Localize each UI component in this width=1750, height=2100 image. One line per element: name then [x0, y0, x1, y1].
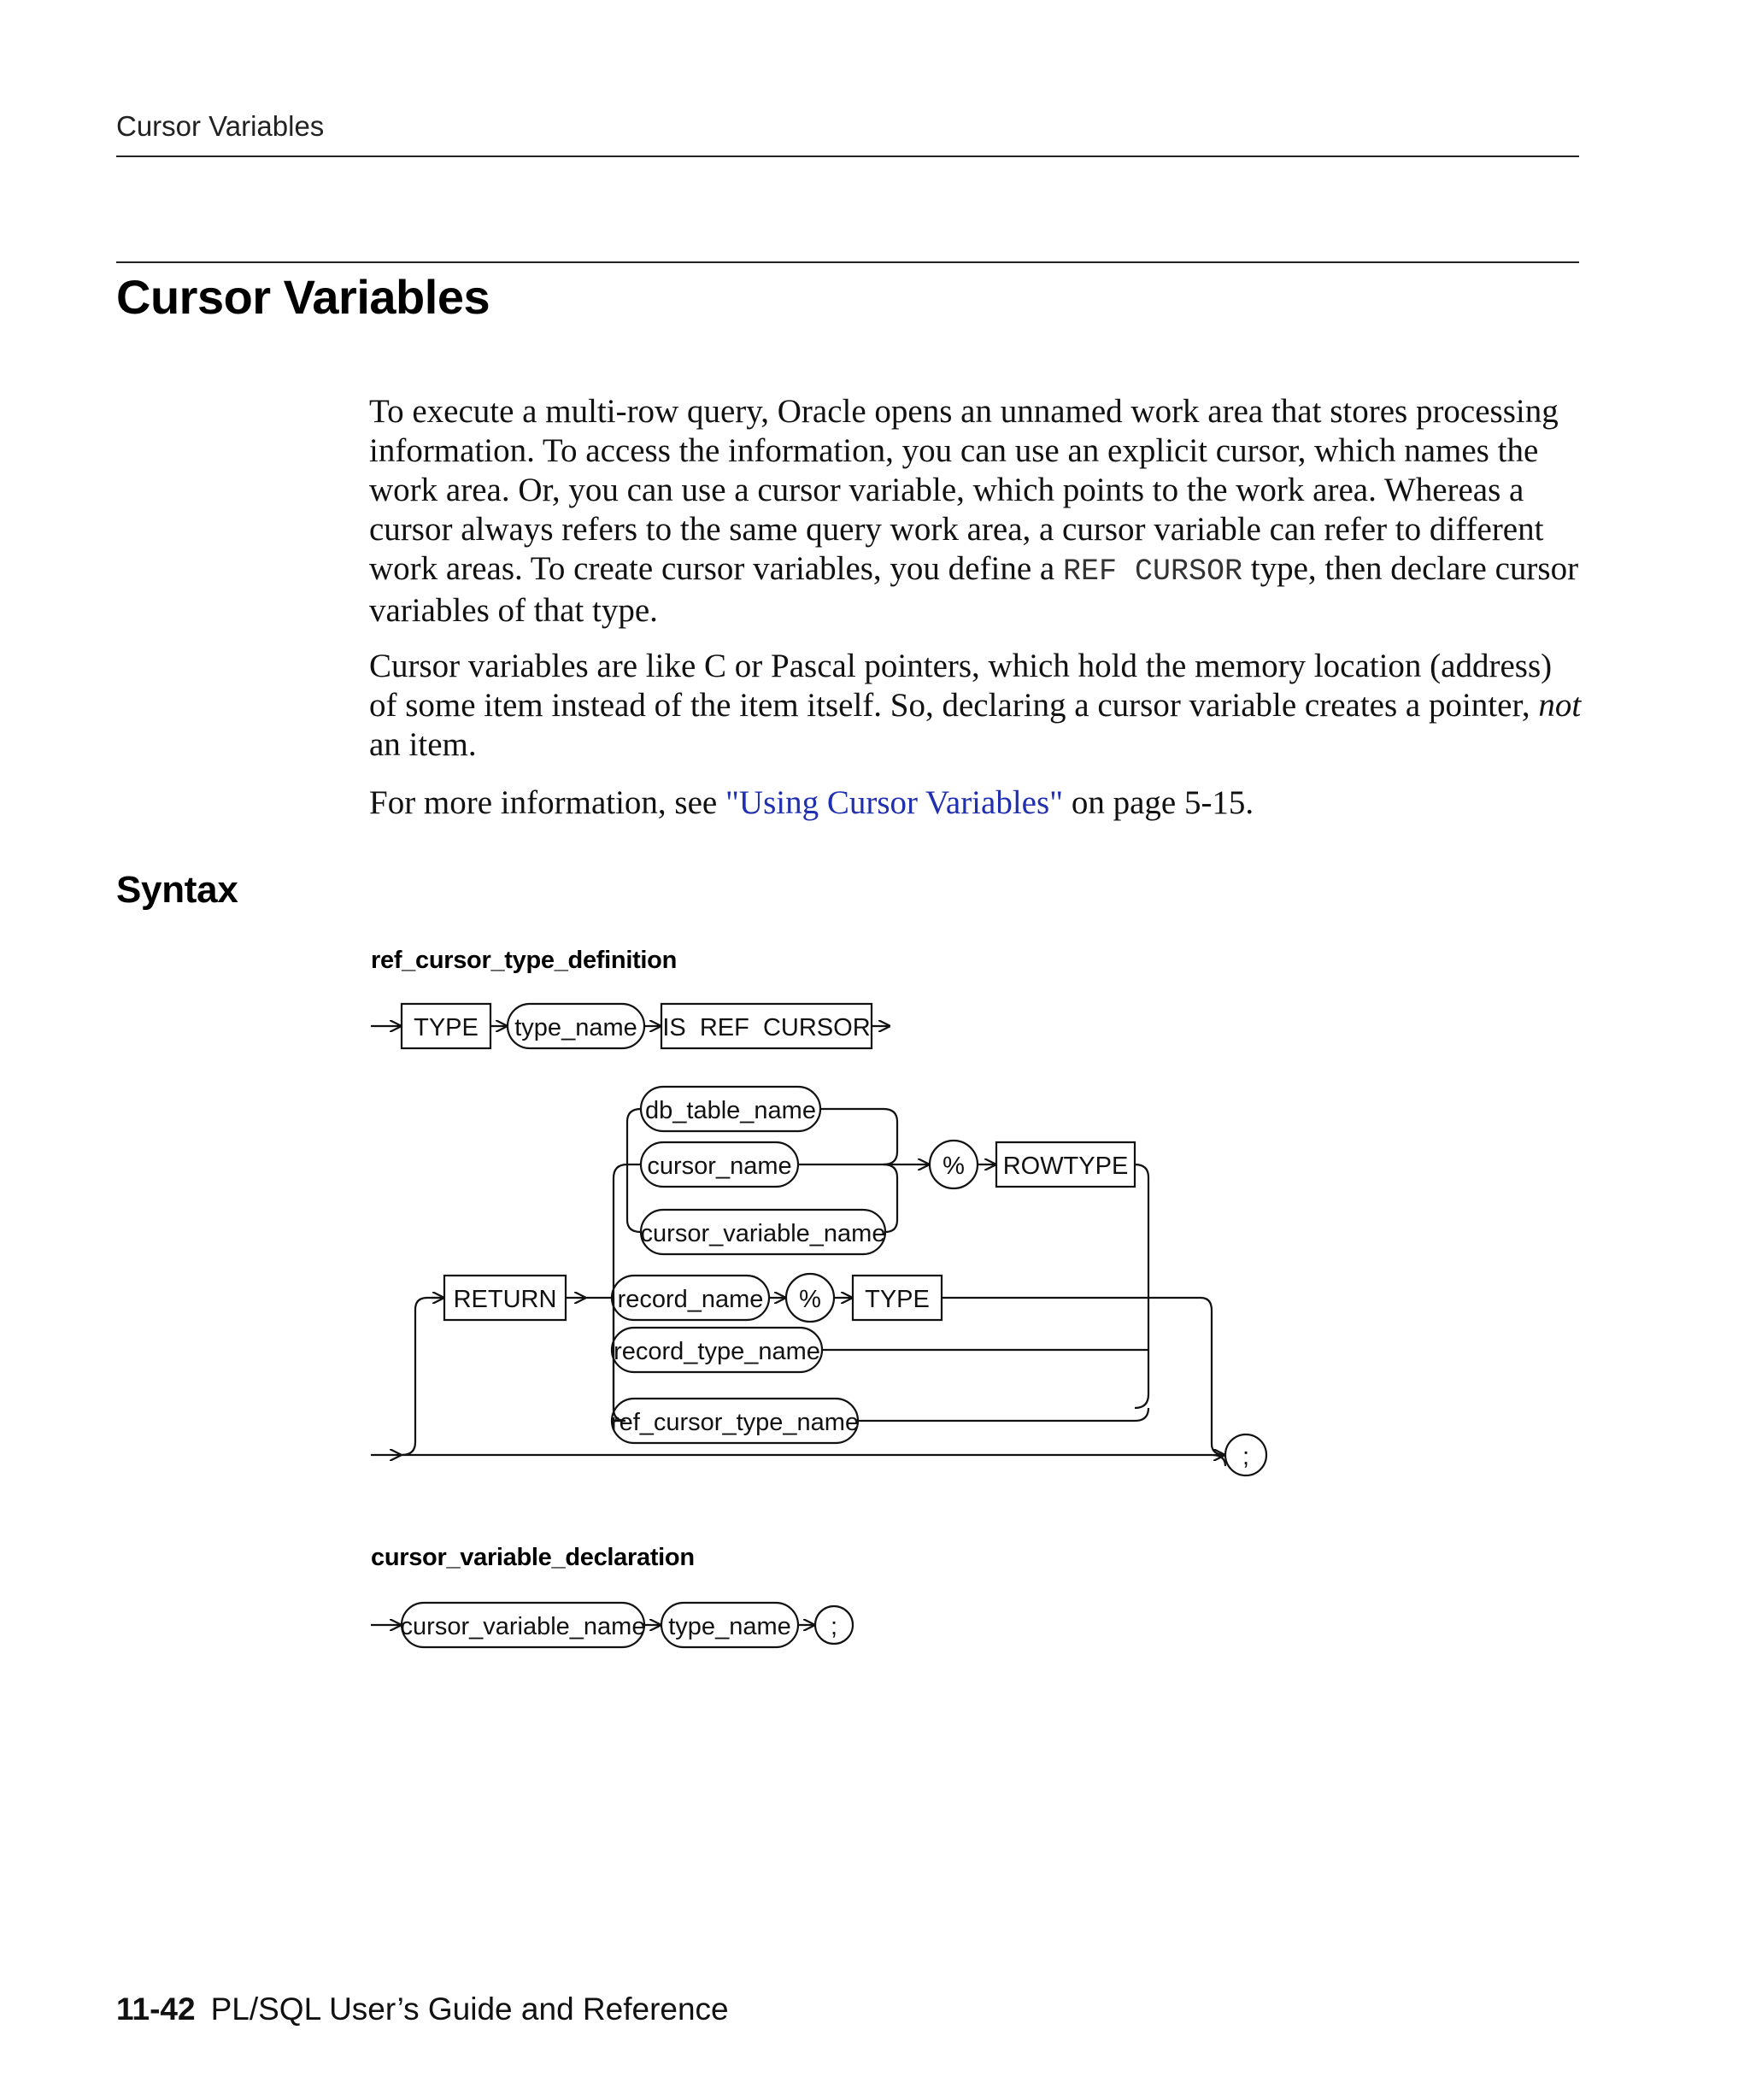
type-name-2: type_name: [668, 1613, 791, 1640]
more-info-tail: on page 5-15.: [1063, 784, 1254, 821]
diagram-label-ref-cursor-type-definition: ref_cursor_type_definition: [371, 947, 678, 974]
db-table-name: db_table_name: [645, 1097, 816, 1124]
semicolon-1: ;: [1242, 1443, 1250, 1470]
ref-cursor-type-name: ref_cursor_type_name: [610, 1409, 860, 1436]
return-keyword: RETURN: [453, 1286, 557, 1313]
bypass-curve: [1212, 1455, 1225, 1466]
inner-top: [627, 1109, 641, 1164]
page-number: 11-42: [116, 1991, 196, 2027]
type-attr: TYPE: [865, 1286, 930, 1313]
cursor-variable-name: cursor_variable_name: [640, 1220, 886, 1247]
rowtype: ROWTYPE: [1002, 1153, 1129, 1180]
syntax-heading: Syntax: [116, 869, 238, 911]
pointer-text: Cursor variables are like C or Pascal pointers, which hold the memory location (address) of some item instead of the item itself. So, declaring a cursor variable creates a pointer,: [369, 648, 1553, 724]
diagram-label-cursor-variable-declaration: cursor_variable_declaration: [371, 1544, 695, 1571]
book-title: PL/SQL User’s Guide and Reference: [210, 1991, 729, 2027]
pointer-tail: an item.: [369, 726, 477, 763]
diagram1-return-text: [454, 1097, 1249, 1470]
cursor-variable-name-2: cursor_variable_name: [400, 1613, 646, 1640]
record-type-name: record_type_name: [614, 1338, 820, 1365]
type-keyword: TYPE: [414, 1014, 479, 1041]
ref-cursor-code: REF CURSOR: [1062, 554, 1242, 589]
cursor-name: cursor_name: [647, 1153, 792, 1180]
percent-b: %: [799, 1286, 821, 1313]
inner-join-top: [820, 1109, 897, 1164]
intro-tail: type, then declare cursor variables of that type.: [369, 550, 1579, 629]
percent-a: %: [943, 1153, 965, 1180]
semicolon-2: ;: [830, 1613, 838, 1640]
rowtype-return: [1135, 1164, 1148, 1408]
emphasis-not: not: [1538, 687, 1582, 724]
page-footer: [116, 1991, 729, 2028]
record-name: record_name: [617, 1286, 764, 1313]
running-header: Cursor Variables: [116, 110, 325, 142]
return-branch: [402, 1298, 444, 1455]
page-title: Cursor Variables: [116, 270, 490, 324]
return-exit: [1201, 1298, 1225, 1455]
inner-bottom: [627, 1164, 641, 1232]
type-name: type_name: [514, 1014, 637, 1041]
more-info-text: For more information, see: [369, 784, 725, 821]
using-cursor-variables-link[interactable]: "Using Cursor Variables": [725, 784, 1064, 821]
is-ref-cursor: IS REF CURSOR: [662, 1014, 871, 1041]
intro-text: To execute a multi-row query, Oracle opens an unnamed work area that stores processing information. To access the information, you can use an explicit cursor, which names the work area. Or, you can use a cursor variable, which points to the work area. Whereas a cursor always refers to the same query work area, a cursor variable can refer to different work areas. To create cursor variables, you define a: [369, 393, 1559, 587]
diagram2-text: [401, 1613, 838, 1640]
